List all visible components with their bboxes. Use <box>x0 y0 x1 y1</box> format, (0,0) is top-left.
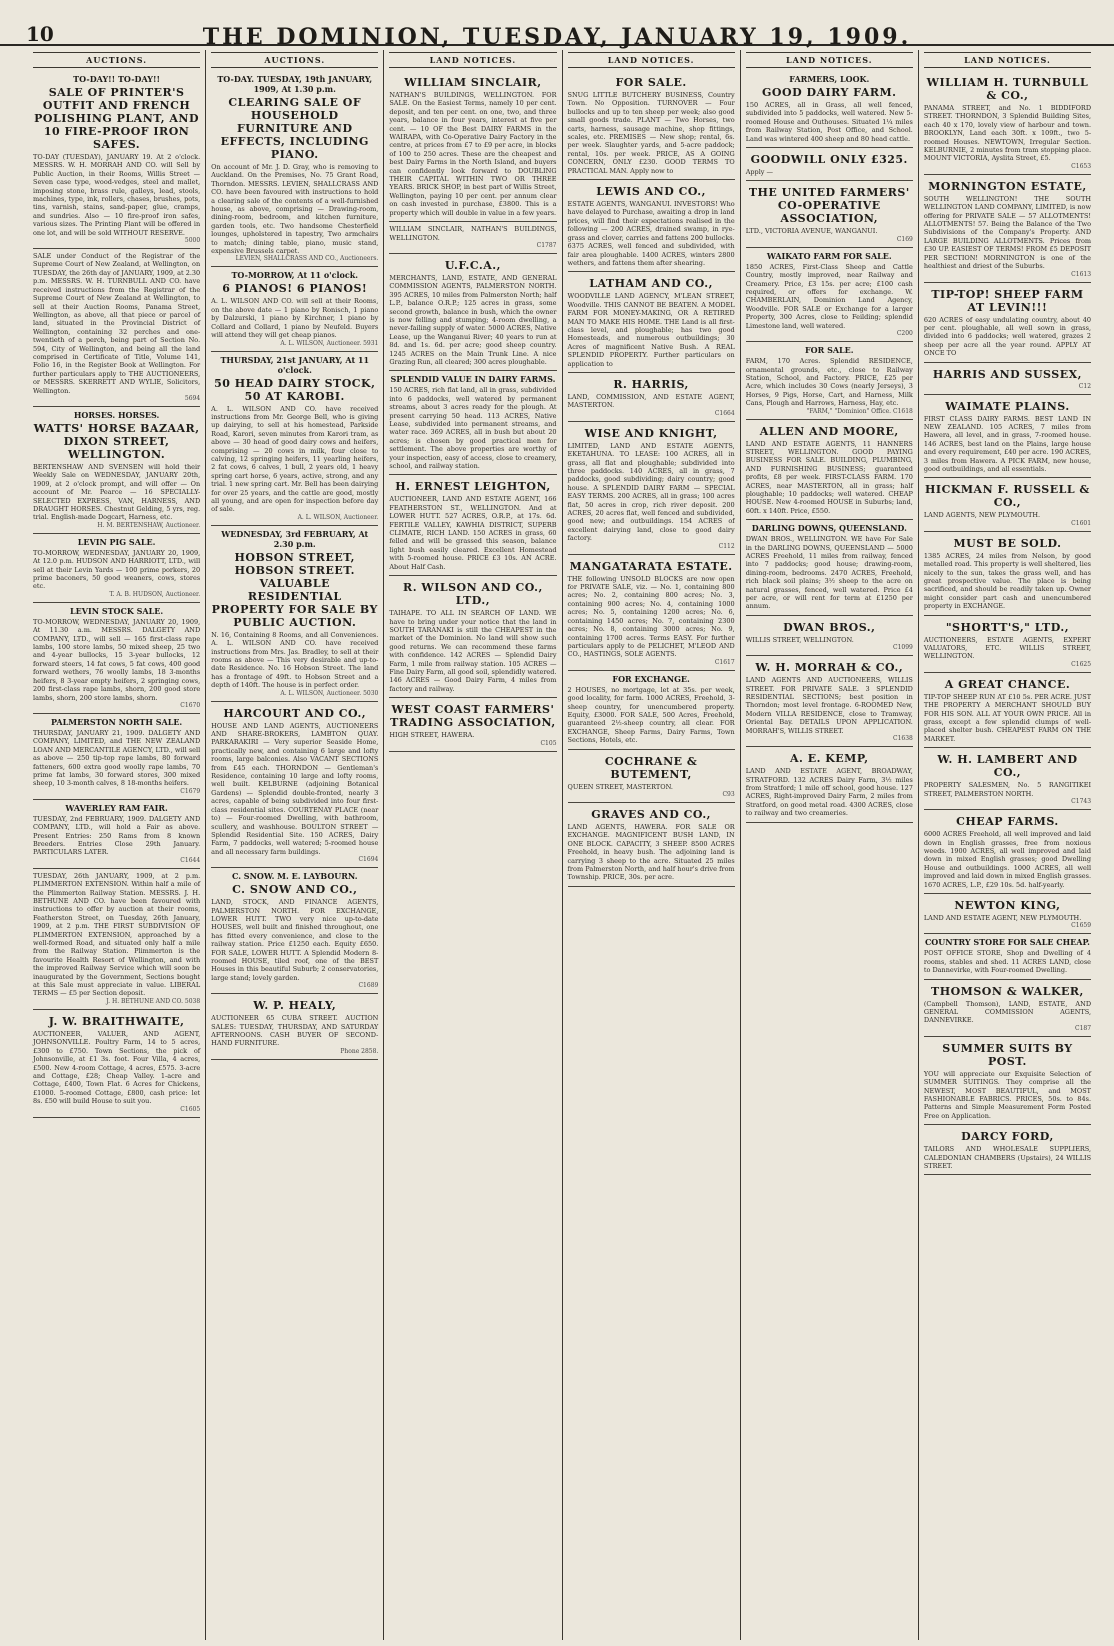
advertisement <box>924 283 1091 363</box>
ad-reference: C1679 <box>180 787 201 795</box>
ad-title: GOODWILL ONLY £325. <box>750 153 908 167</box>
ad-reference: C1601 <box>1071 519 1092 527</box>
ad-body-text: HOUSE AND LAND AGENTS, AUCTIONEERS AND SHARE-BROKERS, LAMBTON QUAY. PARKARAKIRI — Very superior Seaside Home, practically new, and containing 6 large and lofty rooms, large balconies. Also VACANT SECTIONS from £45 each. THORNDON — Gentleman's Residence, containing 10 large and lofty rooms, well built. KELBURNE (adjoining Botanical Gardens) — Splendid double-fronted, nearly 3 acres, capable of being subdivided into four first-class residential sites. COURTENAY PLACE (near to) — Four-roomed Dwelling, with bathroom, scullery, and washhouse. BOULTON STREET — Splendid Residential Site. 150 ACRES, Dairy Farm, 7 paddocks, well watered; 5-roomed house and all necessary farm buildings. <box>211 721 379 856</box>
ad-body-text: N. 16, Containing 8 Rooms, and all Conveniences. A. L. WILSON AND CO. have received instructions from Mrs. Jas. Bradley, to sell at their rooms as above — This very desirable and up-to-date Residence. No. 16 Hobson Street. The land has a frontage of 49ft. to Hobson Street and a depth of 140ft. The house is in perfect order. <box>211 630 379 690</box>
advertisement <box>924 894 1091 934</box>
ad-title: WAIMATE PLAINS. <box>945 399 1070 413</box>
advertisement <box>924 532 1091 616</box>
advertisement <box>746 656 913 747</box>
advertisement <box>568 671 735 750</box>
advertisement <box>746 747 913 822</box>
ad-reference: 5000 <box>184 237 201 245</box>
advertisement <box>924 980 1091 1037</box>
ad-body-text: PANAMA STREET, and No. 1 BIDDIFORD STREET. THORNDON, 3 Splendid Building Sites, each 40 x 170, lovely view of harbour and town. BROOKLYN, Land each 30ft. x 109ft., two 5-roomed Houses. NEWTOWN, Irregular Section. KELBURNIE, 2 minutes from tram stopping place. MOUNT VICTORIA, Ayslita Street, £5. <box>923 104 1092 163</box>
masthead <box>0 0 1114 50</box>
ad-body-text: AUCTIONEER 65 CUBA STREET. AUCTION SALES: TUESDAY, THURSDAY, AND SATURDAY AFTERNOONS. CASH BUYER OF SECOND-HAND FURNITURE. <box>211 1014 379 1048</box>
ad-body-text: LAND AGENTS AND AUCTIONEERS, WILLIS STREET. FOR PRIVATE SALE. 3 SPLENDID RESIDENTIAL SECTIONS; best position in Thorndon; most level frontage. 6-ROOMED New, Modern VILLA RESIDENCE, close to Tramway, Oriental Bay. DETAILS UPON APPLICATION. MORRAH'S, WILLIS STREET. <box>745 676 913 735</box>
ad-reference: LEVIEN, SHALLCRASS AND CO., Auctioneers. <box>235 255 379 263</box>
ad-body-text: MERCHANTS, LAND, ESTATE, AND GENERAL COMMISSION AGENTS, PALMERSTON NORTH. 395 ACRES, 10 miles from Palmerston North; half L.P., balance O.R.P.; 125 acres in grass, some second growth, balance in bush, which the owner is now felling and stumping; 4-room dwelling, a never-failing supply of water. 5000 ACRES, Native Lease, up the Wanganui River; 40 years to run at 8d. and 1s. 6d. per acre; good sheep country. 1245 ACRES on the Main Trunk Line. A nice Grazing Run, all cleared; 300 acres ploughable. <box>389 273 557 366</box>
ad-body-text: DWAN BROS., WELLINGTON. WE have For Sale in the DARLING DOWNS, QUEENSLAND — 5000 ACRES Freehold, 11 miles from railway, fenced into 7 paddocks; good house; drawing-room, dining-room, bedrooms. 2470 ACRES, Freehold, rich black soil plains; 3½ sheep to the acre on natural grasses, fenced, well watered. Price £4 per acre, or will rent for term at £1250 per annum. <box>745 535 913 611</box>
ad-reference: J. H. BETHUNE AND CO. 5038 <box>106 997 201 1005</box>
ad-reference: C187 <box>1074 1024 1092 1032</box>
advertisement <box>211 267 378 351</box>
ad-body-text: (Campbell Thomson), LAND, ESTATE, AND GENERAL COMMISSION AGENTS, DANNEVIRKE. <box>923 999 1092 1025</box>
ad-title: MUST BE SOLD. <box>953 536 1062 550</box>
advertisement <box>211 526 378 702</box>
ad-reference: C1099 <box>892 644 913 652</box>
ad-reference: C93 <box>722 790 735 798</box>
column-heading: LAND NOTICES. <box>746 52 913 68</box>
ad-reference: C1664 <box>714 409 735 417</box>
ad-body-text: LAND AGENTS, NEW PLYMOUTH. <box>923 511 1041 520</box>
column-heading: LAND NOTICES. <box>389 52 556 68</box>
advertisement <box>924 363 1091 395</box>
ad-title: ALLEN AND MOORE, <box>759 424 899 438</box>
advertisement <box>924 748 1091 810</box>
ad-reference: 5694 <box>184 394 201 402</box>
ad-reference: Phone 2858. <box>340 1047 379 1055</box>
advertisement <box>568 272 735 373</box>
ad-heading: PALMERSTON NORTH SALE. <box>50 716 183 727</box>
column-heading: LAND NOTICES. <box>924 52 1091 68</box>
ad-title: W. P. HEALY, <box>253 999 337 1013</box>
advertisement <box>389 71 556 222</box>
ad-body-text: QUEEN STREET, MASTERTON. <box>567 782 673 791</box>
ad-reference: C1694 <box>358 856 379 864</box>
ad-reference: T. A. B. HUDSON, Auctioneer. <box>109 590 201 598</box>
ad-body-text: BERTENSHAW AND SVENSEN will hold their Weekly Sale on WEDNESDAY, JANUARY 20th, 1909, at 2 o'clock prompt, and will offer — On account of Mr. Pearce — 16 SPECIALLY-SELECTED EXPRESS, VAN, HARNESS, AND DRAUGHT HORSES. Chestnut Gelding, 5 yrs, reg. trial. English-made Dogcart, Harness, etc. <box>33 462 201 522</box>
advertisement <box>389 475 556 576</box>
column-heading: AUCTIONS. <box>33 52 200 68</box>
column-2 <box>205 50 383 1640</box>
ad-body-text: TO-DAY (TUESDAY), JANUARY 19. At 2 o'clock. MESSRS. W. H. MORRAH AND CO. will Sell by Public Auction, in their Rooms, Willis Street — Seven case type, wood-vedges, steel and mallet, imposing stone, brass rule, galleys, lead, stools, machines, type, ink, rollers, chases, brushes, pots, tins, varnish, stains, sand-paper, glue, cramps, and sundries. Also — 10 fire-proof iron safes, various sizes. The Printing Plant will be offered in one lot, and will be sold WITHOUT RESERVE. <box>33 153 201 237</box>
ad-body-text: 150 ACRES, rich flat land, all in grass, subdivided into 6 paddocks, well watered by permanent streams, about 3 acres ready for the plough. At present carrying 50 head. 113 ACRES, Native Lease, subdivided into permanent streams, and water race. 369 ACRES, all in bush but about 20 acres; is chosen by good practical men for settlement. The above properties are worthy of your inspection, easy of access, close to creamery, school, and railway station. <box>389 386 557 471</box>
advertisement <box>33 534 200 603</box>
ad-title: WATTS' HORSE BAZAAR, DIXON STREET, WELLINGTON. <box>33 421 200 461</box>
advertisement <box>211 994 378 1060</box>
column-1 <box>28 50 205 1640</box>
advertisement <box>746 616 913 656</box>
ad-title: NEWTON KING, <box>954 898 1061 912</box>
ad-body-text: TO-MORROW, WEDNESDAY, JANUARY 20, 1909, At 11.30 a.m. MESSRS. DALGETY AND COMPANY, LTD., will sell — 165 first-class rape lambs, 100 store lambs, 50 mixed sheep, 25 two and 4-year bullocks, 15 3-year bullocks, 12 forward steers, 14 fat cows, 5 fat cows, 400 good forward wethers, 76 woolly lambs, 18 3-months heifers, 8 3-year empty heifers, 2 springing cows, 200 first-class rape lambs, shorn, 200 good store lambs, shorn, 200 store lambs, shorn. <box>33 617 201 702</box>
advertisement <box>568 180 735 272</box>
advertisement <box>211 702 378 869</box>
ad-body-text: LTD., VICTORIA AVENUE, WANGANUI. <box>745 227 878 236</box>
ad-body-text: FARM, 170 Acres. Splendid RESIDENCE, ornamental grounds, etc., close to Railway Station, School, and Factory. PRICE, £25 per Acre, which includes 30 Cows (nearly Jerseys), 3 Horses, 9 Pigs, Horse, Cart, and Harness, Milk Cans, Plough and Harrows, Harness, Hay, etc. <box>745 357 913 408</box>
ad-body-text: On account of Mr. J. D. Gray, who is removing to Auckland. On the Premises, No. 75 Grant Road, Thorndon. MESSRS. LEVIEN, SHALLCRASS AND CO. have been favoured with instructions to hold a clearing sale of the contents of a well-furnished house, as above, comprising — Drawing-room, dining-room, bedroom, and kitchen furniture, garden tools, etc. Two handsome Chesterfield lounges, upholstered in tapestry, Two armchairs to match; dining table, piano, music stand, expensive Brussels carpet. <box>211 163 379 256</box>
advertisement <box>924 395 1091 479</box>
ad-body-text: TIP-TOP SHEEP RUN AT £10 5s. PER ACRE. JUST THE PROPERTY A MERCHANT SHOULD BUY FOR HIS SON. ALL AT YOUR OWN PRICE. All in grass, except a few splendid clumps of well-placed shelter bush. CHEAPEST FARM ON THE MARKET. <box>923 692 1092 743</box>
advertisement <box>746 148 913 181</box>
ad-reference: C105 <box>540 739 557 747</box>
ad-reference: A. L. WILSON, Auctioneer. 5931 <box>280 339 379 347</box>
ad-body-text: A. L. WILSON AND CO. will sell at their Rooms, on the above date — 1 piano by Ronisch, 1 piano by Dalzurski, 1 piano by Kirchner, 1 piano by Collard and Collard, 1 piano by Neufeld. Buyers will attend they will get cheap pianos. <box>211 297 379 340</box>
ad-title: HARRIS AND SUSSEX, <box>932 367 1082 381</box>
advertisement <box>924 1037 1091 1125</box>
advertisement <box>568 750 735 803</box>
ad-heading: COUNTRY STORE FOR SALE CHEAP. <box>924 937 1090 948</box>
ad-heading: TO-DAY. TUESDAY, 19th JANUARY, 1909, At 1.30 p.m. <box>217 74 373 94</box>
ad-body-text: A. L. WILSON AND CO. have received instructions from Mr. George Bell, who is giving up dairying, to sell at his homestead, Parkside Road, Karori, seven minutes from Karori tram, as above — 30 head of good dairy cows and heifers, comprising — 20 cows in milk, four close to calving, 12 springing heifers, 11 yearling heifers, 2 fat cows, 6 calves, 1 bull, 2 years old, 1 heavy spring cart horse, 6 years, active, strong, and any trial. 1 new spring cart. Mr. Bell has been dairying for over 25 years, and the cattle are good, mostly all young, and are open for inspection before day of sale. <box>211 404 379 514</box>
advertisement <box>568 373 735 422</box>
ad-reference: C1787 <box>536 241 557 249</box>
ad-title: DWAN BROS., <box>783 620 876 634</box>
ad-body-text: LAND, STOCK, AND FINANCE AGENTS, PALMERSTON NORTH. FOR EXCHANGE, LOWER HUTT. TWO very nice up-to-date HOUSES, well built and finished throughout, one has fitted every convenience, and close to the railway station. Price £1250 each. Equity £650. FOR SALE, LOWER HUTT. A Splendid Modern 8-roomed HOUSE, tiled roof, one of the BEST Houses in this beautiful Suburb; 2 conservatories, large stand; lovely garden. <box>211 898 379 982</box>
ad-body-text: TO-MORROW, WEDNESDAY, JANUARY 20, 1909, At 12.0 p.m. HUDSON AND HARRIOTT, LTD., will sell at their Levin Yards — 100 prime porkers, 20 prime baconers, 50 good weaners, cows, stores etc. <box>33 548 201 591</box>
advertisement <box>33 71 200 249</box>
ad-title: TIP-TOP! SHEEP FARM AT LEVIN!!! <box>931 287 1084 314</box>
ad-title: DARCY FORD, <box>961 1130 1054 1144</box>
ad-body-text: YOU will appreciate our Exquisite Selection of SUMMER SUITINGS. They comprise all the NEWEST, MOST BEAUTIFUL, and MOST FASHIONABLE FABRICS. PRICES, 50s. to 84s. Patterns and Simple Measurement Form Posted Free on Application. <box>923 1069 1092 1120</box>
advertisement <box>211 71 378 267</box>
ad-heading: HORSES. HORSES. <box>73 409 160 420</box>
ad-reference: C1670 <box>180 701 201 709</box>
ad-title: COCHRANE & BUTEMENT, <box>604 754 698 781</box>
ad-heading: FOR SALE. <box>804 345 854 356</box>
column-5 <box>740 50 918 1640</box>
ad-title: WISE AND KNIGHT, <box>584 426 718 440</box>
ad-body-text: 1385 ACRES, 24 miles from Nelson, by good metalled road. This property is well sheltered, lies nicely to the sun, takes the grass well, and has great prospective value. The place is being sacrificed, and should be readily taken up. Owner might consider part cash and unencumbered property in EXCHANGE. <box>923 551 1092 611</box>
advertisement <box>746 520 913 616</box>
ad-body-text: HIGH STREET, HAWERA. <box>389 731 475 740</box>
advertisement <box>389 222 556 254</box>
ad-reference: C200 <box>896 330 913 338</box>
ad-body-text: PROPERTY SALESMEN, No. 5 RANGITIKEI STREET, PALMERSTON NORTH. <box>923 781 1092 798</box>
ad-heading: LEVIN STOCK SALE. <box>70 605 164 616</box>
ad-body-text: TUESDAY, 2nd FEBRUARY, 1909. DALGETY AND COMPANY, LTD., will hold a Fair as above. Present Entries: 250 Rams from 8 known Breeders. Entries Close 29th January. PARTICULARS LATER. <box>33 814 201 857</box>
ad-body-text: LIMITED, LAND AND ESTATE AGENTS, EKETAHUNA. TO LEASE: 100 ACRES, all in grass, all flat and ploughable; subdivided into three paddocks. 140 ACRES, all in grass, 7 paddocks, good subdividing; dairy country; good house. A SPLENDID DAIRY FARM — SPECIAL EASY TERMS. 200 ACRES, all in grass; 100 acres flat, 50 acres in crop, rich river deposit. 200 ACRES, 20 acres flat, well fenced and subdivided, good new; and outbuildings. 154 ACRES of excellent dairying land, close to good dairy factory. <box>567 441 735 543</box>
ad-title: HARCOURT AND CO., <box>223 706 367 720</box>
column-3 <box>383 50 561 1640</box>
ad-title: H. ERNEST LEIGHTON, <box>395 480 551 494</box>
advertisement <box>33 1010 200 1118</box>
ad-body-text: LAND AND ESTATE AGENT, BROADWAY, STRATFORD. 132 ACRES Dairy Farm, 3½ miles from Stratford; 1 mile off school, good house. 127 ACRES, Right-improved Dairy Farm, 2 miles from Stratford, on good metal road. 4300 ACRES, close to railway and two creameries. <box>745 767 913 818</box>
advertisement <box>211 352 378 526</box>
advertisement <box>746 248 913 342</box>
ad-title: WEST COAST FARMERS' TRADING ASSOCIATION, <box>390 703 556 730</box>
ad-title: MORNINGTON ESTATE, <box>928 179 1087 193</box>
ad-title: SUMMER SUITS BY POST. <box>942 1041 1073 1068</box>
ad-title: THE UNITED FARMERS' CO-OPERATIVE ASSOCIATION, <box>748 186 910 226</box>
ad-heading: THURSDAY, 21st JANUARY, At 11 o'clock. <box>220 354 370 375</box>
ad-reference: C112 <box>718 542 735 550</box>
ad-reference: C1644 <box>180 856 201 864</box>
page-number: 10 <box>26 22 54 46</box>
advertisement <box>33 869 200 1010</box>
advertisement <box>568 422 735 555</box>
ad-title: GOOD DAIRY FARM. <box>762 86 897 99</box>
ad-body-text: LAND AND ESTATE AGENTS, 11 HANNERS STREET, WELLINGTON. GOOD PAYING BUSINESS FOR SALE. BUILDING, PLUMBING, AND FURNISHING BUSINESS; guaranteed profits, £8 per week. FIRST-CLASS FARM. 170 ACRES, near MASTERTON, all in grass; half ploughable; 10 paddocks; well watered. CHEAP HOUSE. New 4-roomed HOUSE in Suburbs; land, 60ft. x 140ft. Price, £550. <box>745 439 913 515</box>
ad-title: FOR SALE. <box>615 76 687 89</box>
ad-heading: TO-MORROW, At 11 o'clock. <box>231 270 359 281</box>
advertisement <box>746 420 913 521</box>
advertisement <box>746 71 913 148</box>
advertisement <box>924 616 1091 673</box>
ad-title: WILLIAM SINCLAIR, <box>404 76 542 89</box>
ad-reference: C1743 <box>1071 798 1092 806</box>
advertisement <box>211 868 378 994</box>
ad-title: HICKMAN F. RUSSELL & CO., <box>925 483 1090 510</box>
ad-title: THOMSON & WALKER, <box>931 984 1084 998</box>
ad-body-text: SOUTH WELLINGTON! THE SOUTH WELLINGTON LAND COMPANY, LIMITED, is now offering for PRIVATE SALE — 57 ALLOTMENTS! ALLOTMENTS! 57. Being the Balance of the Two Subdivisions of the Company's Property. AND LARGE BUILDING ALLOTMENTS. Prices from £30 UP. EASIEST OF TERMS! FROM £5 DEPOSIT PER SECTION! MORNINGTON is one of the healthiest and driest of the Suburbs. <box>923 194 1092 271</box>
ad-body-text: Apply — <box>745 168 774 177</box>
ad-body-text: 2 HOUSES, no mortgage, let at 35s. per week, good locality, for farm. 1000 ACRES, Freehold, 3-sheep country, for unencumbered property. Equity, £3000. FOR SALE, 500 Acres, Freehold, guaranteed 2½-sheep country, all clear. FOR EXCHANGE, Sheep Farms, Dairy Farms, Town Sections, Hotels, etc. <box>567 685 735 745</box>
ad-body-text: LAND AGENTS, HAWERA. FOR SALE OR EXCHANGE. MAGNIFICENT BUSH LAND, IN ONE BLOCK. CAPACITY, 3 SHEEP. 8500 ACRES Freehold, in heavy bush. The adjoining land is carrying 3 sheep to the acre. Situated 25 miles from Palmerston North, and half hour's drive from Township. PRICE, 30s. per acre. <box>567 822 735 882</box>
ad-body-text: 1850 ACRES, First-Class Sheep and Cattle Country, mostly improved, near Railway and Creamery. Price, £3 15s. per acre; £100 cash required, or offers for exchange. W. CHAMBERLAIN, Dominion Land Agency, Woodville. FOR SALE or Exchange for a larger Property, 300 Acres, close to Feilding; splendid Limestone land, well watered. <box>745 262 913 330</box>
ad-body-text: LAND AND ESTATE AGENT, NEW PLYMOUTH. <box>923 913 1082 922</box>
ad-heading: SPLENDID VALUE IN DAIRY FARMS. <box>390 374 556 385</box>
ad-title: WILLIAM H. TURNBULL & CO., <box>926 76 1089 102</box>
ad-title: SALE OF PRINTER'S OUTFIT AND FRENCH POLISHING PLANT, AND 10 FIRE-PROOF IRON SAFES. <box>34 86 200 151</box>
advertisement <box>924 934 1091 979</box>
ad-reference: C169 <box>896 235 913 243</box>
ad-body-text: AUCTIONEERS, ESTATE AGENTS, EXPERT VALUATORS, ETC. WILLIS STREET, WELLINGTON. <box>923 635 1092 661</box>
ad-reference: C1617 <box>714 658 735 666</box>
advertisement <box>746 181 913 247</box>
ad-body-text: TAILORS AND WHOLESALE SUPPLIERS, CALEDONIAN CHAMBERS (Upstairs), 24 WILLIS STREET. <box>923 1145 1092 1171</box>
ad-body-text: SALE under Conduct of the Registrar of the Supreme Court of New Zealand, at Wellington, on TUESDAY, the 26th day of JANUARY, 1909, at 2.30 p.m. MESSRS. W. H. TURNBULL AND CO. have received instructions from the Registrar of the Supreme Court of New Zealand at Wellington, to sell at their Auction Rooms, Panama Street, Wellington, as above, all that piece or parcel of land, situated in the Provincial District of Wellington, containing 32 perches and one-twentieth of a perch, being part of Section No. 594, City of Wellington, and being all the land comprised in Certificate of Title, Volume 141, Folio 16, in the Register Book at Wellington. For further particulars apply to THE AUCTIONEERS, or MESSRS. SKERRETT AND WYLIE, Solicitors, Wellington. <box>33 252 201 395</box>
ad-body-text: ESTATE AGENTS, WANGANUI. INVESTORS! Who have delayed to Purchase, awaiting a drop in land prices, will find their expectations realised in the following — 200 ACRES, drained swamp, in rye-grass and clover, carries and fattens 200 bullocks. 6375 ACRES, well fenced and subdivided, with fair area ploughable. 1400 ACRES, winters 2800 wethers, and fattens them after shearing. <box>567 200 735 267</box>
ad-heading: FARMERS, LOOK. <box>789 74 870 84</box>
advertisement <box>568 803 735 887</box>
ad-title: W. H. LAMBERT AND CO., <box>937 753 1078 780</box>
ad-title: HOBSON STREET, HOBSON STREET. VALUABLE RESIDENTIAL PROPERTY FOR SALE BY PUBLIC AUCTION. <box>211 550 378 629</box>
ad-body-text: 620 ACRES of easy undulating country, about 40 per cent. ploughable, all well sown in grass, divided into 6 paddocks; well watered, grazes 2 sheep per acre all the year round. APPLY AT ONCE TO <box>923 315 1092 358</box>
ad-heading: TO-DAY!! TO-DAY!! <box>73 74 160 84</box>
ad-body-text: THURSDAY, JANUARY 21, 1909. DALGETY AND COMPANY, LIMITED, and THE NEW ZEALAND LOAN AND MERCANTILE AGENCY, LTD., will sell as above — 250 tip-top rape lambs, 80 forward fatteners, 600 extra good woolly rape lambs, 70 prime fat lambs, 30 forward stores, 300 mixed sheep, 10 3-month calves, 8 18-months heifers. <box>33 728 201 788</box>
column-heading: AUCTIONS. <box>211 52 378 68</box>
ad-heading: C. SNOW. M. E. LAYBOURN. <box>232 871 358 882</box>
ad-body-text: AUCTIONEER, VALUER, AND AGENT, JOHNSONVILLE. Poultry Farm, 14 to 5 acres, £300 to £750. Town Sections, the pick of Johnsonville, at £1 3s. foot. Four Villa, 4 acres, £500. New 4-room Cottage, 4 acres, £575. 3-acre and Cottage, £28; Cheap Valley. 1-acre and Cottage, £400, Town Flat. 6 Acres for Chickens, £1000. 5-roomed Cottage, £800, cash price: let 8s. £50 will build House to suit you. <box>33 1029 201 1106</box>
newspaper-running-title: THE DOMINION, TUESDAY, JANUARY 19, 1909. <box>202 24 912 50</box>
advertisement <box>33 603 200 714</box>
advertisement <box>389 698 556 751</box>
column-4 <box>562 50 740 1640</box>
ad-body-text: LAND, COMMISSION, AND ESTATE AGENT, MASTERTON. <box>567 392 735 410</box>
ad-reference: A. L. WILSON, Auctioneer. <box>297 513 379 521</box>
ad-reference: C1605 <box>180 1105 201 1113</box>
ad-title: GRAVES AND CO., <box>591 807 711 821</box>
advertisement <box>746 342 913 419</box>
ad-body-text: WILLIAM SINCLAIR, NATHAN'S BUILDINGS, WELLINGTON. <box>389 225 557 242</box>
ad-heading: WAIKATO FARM FOR SALE. <box>766 250 892 261</box>
advertisement <box>568 71 735 180</box>
ad-reference: A. L. WILSON, Auctioneer. 5030 <box>280 689 379 697</box>
ad-title: MANGATARATA ESTATE. <box>569 559 733 573</box>
advertisement <box>33 800 200 869</box>
ad-reference: "FARM," "Dominion" Office. C1618 <box>806 407 913 415</box>
ad-body-text: SNUG LITTLE BUTCHERY BUSINESS, Country Town. No Opposition. TURNOVER — Four bullocks and up to ten sheep per week; also good small goods trade. PLANT — Two Horses, two carts, harness, sausage machine, shop fittings, scales, etc. PREMISES — New shop; rental, 6s. per week. Slaughter yards, and 5-acre paddock; rental, 10s. per week. PRICE, AS A GOING CONCERN, ONLY £230. GOOD TERMS TO PRACTICAL MAN. Apply now to <box>567 91 735 175</box>
ad-body-text: FIRST CLASS DAIRY FARMS. BEST LAND IN NEW ZEALAND. 105 ACRES, 7 miles from Hawera, all level, and in grass, 7-roomed house. 146 ACRES, best land on the Plains, large house and every requirement, £40 per acre. 190 ACRES, 3 miles from Hawera. A PICK FARM, new house, good outbuildings, and all essentials. <box>923 414 1092 473</box>
ad-title: 50 HEAD DAIRY STOCK, 50 AT KAROBI. <box>214 376 376 403</box>
ad-title: CLEARING SALE OF HOUSEHOLD FURNITURE AND EFFECTS, INCLUDING PIANO. <box>220 96 369 161</box>
advertisement <box>924 175 1091 283</box>
ad-body-text: 150 ACRES, all in Grass, all well fenced, subdivided into 5 paddocks, well watered. New 5-roomed House and Outhouses. Situated 1¼ miles from Railway Station, Post Office, and School. Land was wintered 400 sheep and 80 head cattle. <box>745 101 913 143</box>
advertisement <box>389 371 556 475</box>
advertisement <box>924 1125 1091 1175</box>
ad-title: R. WILSON AND CO., LTD., <box>403 581 543 608</box>
advertisement <box>924 71 1091 175</box>
advertisement <box>568 555 735 671</box>
ad-body-text: TUESDAY, 26th JANUARY, 1909, at 2 p.m. PLIMMERTON EXTENSION. Within half a mile of the Plimmerton Railway Station. MESSRS. J. H. BETHUNE AND CO. have been favoured with instructions to offer by auction at their rooms, Featherston Street, on Tuesday, 26th January, 1909, at 2 p.m. THE FIRST SUBDIVISION OF PLIMMERTON EXTENSION, approached by a well-formed Road, and situated only half a mile from the Railway Station. Plimmerton is the favourite Health Resort of Wellington, and with the improved Railway Service which will soon be inaugurated by the Government, Sections bought at this Sale must appreciate in value. LIBERAL TERMS — £5 per Section deposit. <box>33 871 201 998</box>
ad-reference: C1659 <box>1071 922 1092 930</box>
ad-title: C. SNOW AND CO., <box>232 883 358 897</box>
ad-heading: FOR EXCHANGE. <box>612 673 690 684</box>
advertisement <box>33 714 200 800</box>
ad-reference: H. M. BERTENSHAW, Auctioneer. <box>97 521 201 529</box>
advertisement <box>33 249 200 407</box>
advertisement <box>389 254 556 371</box>
advertisement <box>924 810 1091 894</box>
advertisement <box>33 407 200 534</box>
ad-title: LEWIS AND CO., <box>596 185 706 199</box>
ad-body-text: 6000 ACRES Freehold, all well improved and laid down in English grasses, free from noxious weeds. 1900 ACRES, all well improved and laid down in mixed English grasses; good Dwelling House and outbuildings. 1000 ACRES, all well improved and laid down in mixed English grasses. 1670 ACRES, L.P., £29 10s. 5d. half-yearly. <box>923 830 1092 889</box>
ad-body-text: WILLIS STREET, WELLINGTON. <box>745 635 854 644</box>
advertisement <box>389 576 556 698</box>
ad-title: LATHAM AND CO., <box>589 277 713 291</box>
ad-reference: C1638 <box>892 735 913 743</box>
ad-title: R. HARRIS, <box>613 377 689 391</box>
ad-title: 6 PIANOS! 6 PIANOS! <box>222 282 368 296</box>
ad-body-text: TAIHAPE. TO ALL IN SEARCH OF LAND. WE have to bring under your notice that the land in SOUTH TARANAKI is still the CHEAPEST in the market of the Dominion. No land will show such good returns. We can recommend these farms with confidence. 142 ACRES — Splendid Dairy Farm, 1 mile from railway station. 105 ACRES — Fine Dairy Farm, all good soil, splendidly watered. 146 ACRES — Good Dairy Farm, 4 miles from factory and railway. <box>389 609 557 693</box>
ad-title: A GREAT CHANCE. <box>944 677 1071 691</box>
column-6 <box>918 50 1096 1640</box>
ad-reference: C1625 <box>1071 660 1092 668</box>
ad-reference: C12 <box>1078 382 1092 390</box>
ad-heading: WAVERLEY RAM FAIR. <box>65 802 168 813</box>
ad-reference: C1613 <box>1071 270 1092 278</box>
ad-title: A. E. KEMP, <box>790 752 869 766</box>
ad-body-text: NATHAN'S BUILDINGS, WELLINGTON. FOR SALE. On the Easiest Terms, namely 10 per cent. deposit, and ten per cent. on one, two, and three years, balance in four years, interest at five per cent. — 10 OF the Best DAIRY FARMS in the WAIRAPA, with Co-Operative Dairy Factory in the centre, at prices from £7 to £9 per acre, in blocks of 100 to 250 acres. These are the cheapest and best Dairy Farms in the North Island, and buyers can confidently look forward to DOUBLING THEIR CAPITAL WITHIN TWO OR THREE YEARS. BRICK SHOP, in best part of Willis Street, Wellington, paying 10 per cent. per annum clear on cash invested in purchase, £3800. This is a property which will double in value in a few years. <box>389 91 557 217</box>
ad-body-text: POST OFFICE STORE, Shop and Dwelling of 4 rooms, stables and shed. 11 ACRES LAND, close to Dannevirke, with Four-roomed Dwelling. <box>923 949 1092 975</box>
advertisement <box>924 478 1091 531</box>
ad-title: "SHORTT'S," LTD., <box>945 620 1070 634</box>
ad-body-text: WOODVILLE LAND AGENCY, M'LEAN STREET, Woodville. THIS CANNOT BE BEATEN. A MODEL FARM FOR MONEY-MAKING, OR A RETIRED MAN TO MAKE HIS HOME. THE Land is all first-class level, and ploughable; has two good Homesteads, and numerous outbuildings; 30 Acres of magnificent Native Bush. A REAL SPLENDID PROPERTY. Further particulars on application to <box>567 292 735 368</box>
ad-title: CHEAP FARMS. <box>956 815 1059 829</box>
ad-title: J. W. BRAITHWAITE, <box>48 1014 185 1028</box>
ad-title: U.F.C.A., <box>444 258 501 272</box>
ad-reference: C1689 <box>358 982 379 990</box>
advertisement <box>924 673 1091 748</box>
ad-body-text: THE following UNSOLD BLOCKS are now open for PRIVATE SALE, viz. — No. 1, containing 800 acres; No. 2, containing 800 acres; No. 3, containing 900 acres; No. 4, containing 1000 acres; No. 5, containing 1200 acres; No. 6, containing 1450 acres; No. 7, containing 2300 acres; No. 8, containing 3000 acres; No. 9, containing 1700 acres. Terms EASY. For further particulars apply to de PELICHET, M'LEOD AND CO., HASTINGS, SOLE AGENTS. <box>567 574 735 659</box>
ad-heading: LEVIN PIG SALE. <box>77 536 156 547</box>
newspaper-columns <box>28 50 1096 1640</box>
ad-title: W. H. MORRAH & CO., <box>755 661 904 675</box>
column-heading: LAND NOTICES. <box>568 52 735 68</box>
ad-reference: C1653 <box>1071 162 1092 170</box>
ad-heading: WEDNESDAY, 3rd FEBRUARY, At 2.30 p.m. <box>221 528 369 549</box>
ad-body-text: AUCTIONEER, LAND AND ESTATE AGENT, 166 FEATHERSTON ST., WELLINGTON. And at LOWER HUTT. 527 ACRES, O.R.P., at 17s. 6d. FERTILE VALLEY, KAWHIA DISTRICT, SUPERB CLIMATE, RICH LAND. 150 ACRES in grass, 60 felled and will be grassed this season, balance light bush easily cleared. Excellent Homestead with 5-roomed house. PRICE £3 10s. AN ACRE. About Half Cash. <box>389 495 557 571</box>
ad-heading: DARLING DOWNS, QUEENSLAND. <box>751 523 907 534</box>
